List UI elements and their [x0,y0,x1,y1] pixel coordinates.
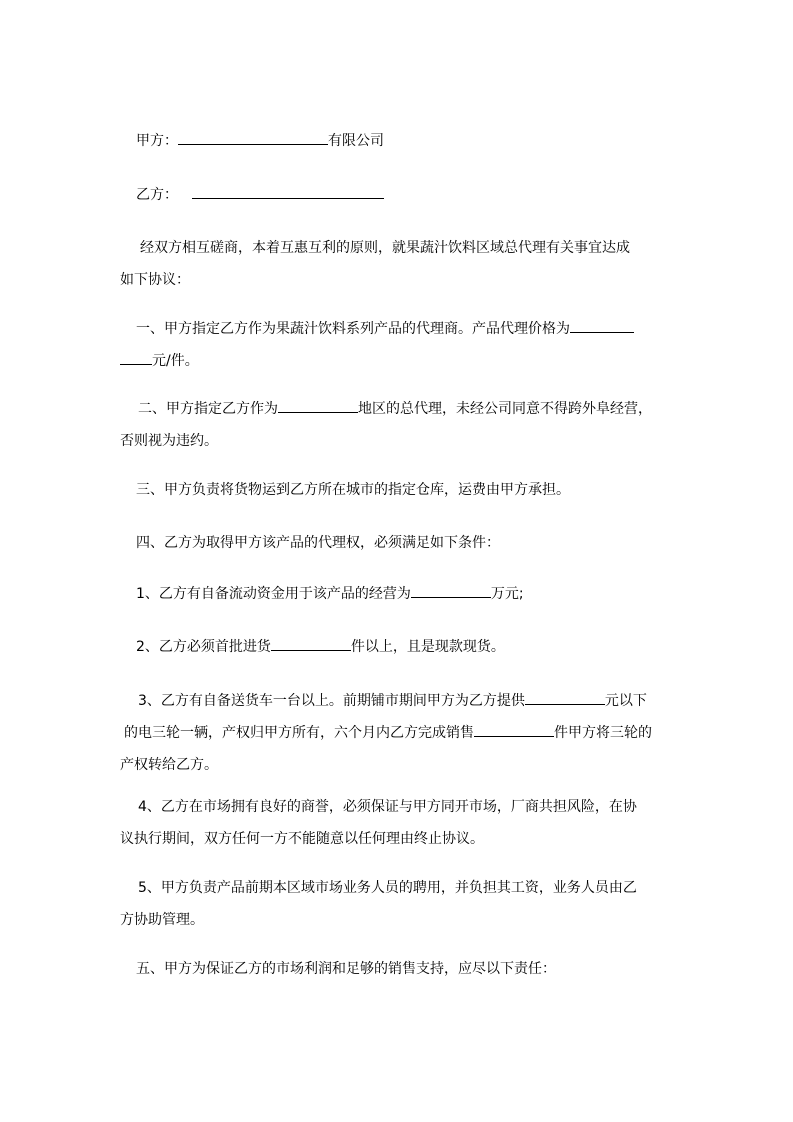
item-1-capital-blank[interactable] [411,584,491,598]
item-1-prefix: 1、乙方有自备流动资金用于该产品的经营为 [136,586,411,602]
item-3-line-2-prefix: 的电三轮一辆，产权归甲方所有，六个月内乙方完成销售 [124,725,474,741]
item-2-quantity-blank[interactable] [271,637,351,651]
item-3-prefix: 3、乙方有自备送货车一台以上。前期铺市期间甲方为乙方提供 [138,693,525,709]
party-a-suffix: 有限公司 [328,133,384,149]
clause-3-text: 三、甲方负责将货物运到乙方所在城市的指定仓库，运费由甲方承担。 [136,482,570,498]
clause-2-region-blank[interactable] [278,399,358,413]
clause-4 [136,527,500,559]
clause-1 [120,313,634,377]
clause-5 [136,953,556,985]
clause-1-line-2 [120,345,634,377]
intro-paragraph [120,232,630,296]
item-2 [136,631,505,663]
item-5 [120,872,637,936]
item-4 [120,791,637,855]
clause-2-line-2: 否则视为违约。 [120,433,218,449]
item-3-line-3: 产权转给乙方。 [120,757,218,773]
clause-2 [120,393,652,457]
item-1-suffix: 万元; [490,586,524,602]
clause-1-price-blank[interactable] [570,319,634,333]
clause-2-suffix: 地区的总代理，未经公司同意不得跨外阜经营， [358,401,652,417]
item-5-line-1: 5、甲方负责产品前期本区域市场业务人员的聘用，并负担其工资，业务人员由乙 [138,880,637,896]
item-3 [120,685,652,781]
clause-1-price-blank-cont[interactable] [120,351,152,365]
item-4-line-2: 议执行期间，双方任何一方不能随意以任何理由终止协议。 [120,831,484,847]
party-a-name-blank[interactable] [178,131,328,145]
item-3-line-2 [120,717,652,749]
party-b-name-blank[interactable] [192,185,384,199]
item-2-prefix: 2、乙方必须首批进货 [136,639,271,655]
clause-4-text: 四、乙方为取得甲方该产品的代理权，必须满足如下条件： [136,535,500,551]
item-3-price-blank[interactable] [525,691,605,705]
party-b-line [136,179,384,211]
item-1 [136,578,524,610]
intro-line-2: 如下协议： [120,272,190,288]
item-4-line-1: 4、乙方在市场拥有良好的商誉，必须保证与甲方同开市场，厂商共担风险，在协 [138,799,637,815]
item-3-suffix: 元以下 [604,693,647,709]
clause-1-suffix: 元/件。 [152,353,199,369]
item-2-suffix: 件以上，且是现款现货。 [350,639,505,655]
intro-line-1: 经双方相互磋商，本着互惠互利的原则，就果蔬汁饮料区域总代理有关事宜达成 [140,240,630,256]
item-3-line-2-suffix: 件甲方将三轮的 [554,725,652,741]
item-3-line-1 [120,685,652,717]
item-3-sales-blank[interactable] [474,723,554,737]
clause-1-text: 一、甲方指定乙方作为果蔬汁饮料系列产品的代理商。产品代理价格为 [136,321,570,337]
clause-1-line-1 [120,313,634,345]
party-a-label: 甲方： [136,133,178,149]
clause-3 [136,474,570,506]
party-a-line [136,125,384,157]
party-b-label: 乙方： [136,187,178,203]
clause-2-prefix: 二、甲方指定乙方作为 [138,401,278,417]
item-5-line-2: 方协助管理。 [120,912,204,928]
clause-5-text: 五、甲方为保证乙方的市场利润和足够的销售支持，应尽以下责任： [136,961,556,977]
clause-2-line-1 [120,393,652,425]
